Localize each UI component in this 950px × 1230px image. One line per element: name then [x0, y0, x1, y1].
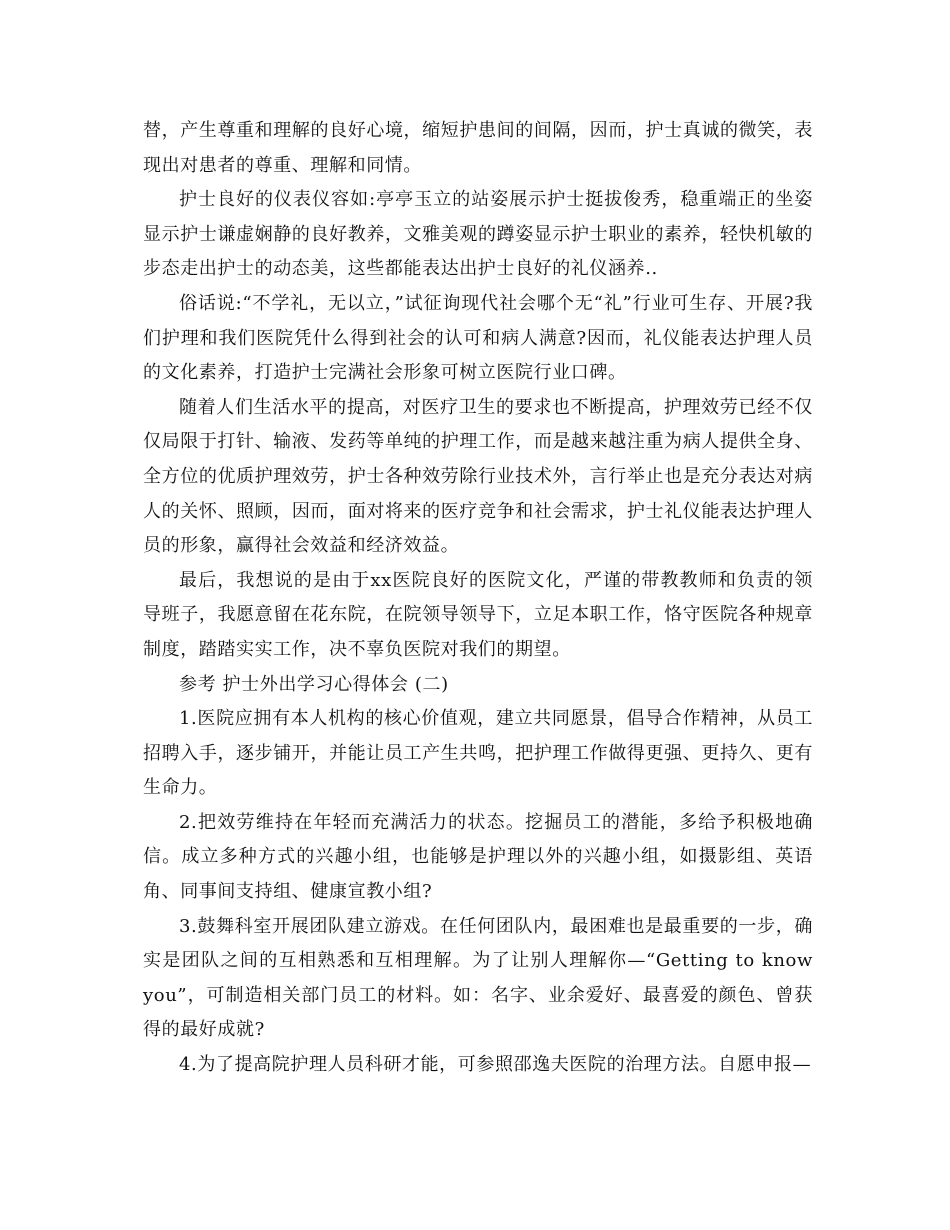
list-item: 1.医院应拥有本人机构的核心价值观，建立共同愿景，倡导合作精神，从员工招聘入手，逐步铺开，并能让员工产生共鸣，把护理工作做得更强、更持久、更有生命力。 — [143, 708, 813, 799]
list-item: 3.鼓舞科室开展团队建立游戏。在任何团队内，最困难也是最重要的一步，确实是团队之间的互相熟悉和互相理解。为了让别人理解你—“Getting to know you”，可制造相关部门员工的材料。如：名字、业余爱好、最喜爱的颜色、曾获得的最好成就? — [143, 915, 813, 1041]
list-item: 2.把效劳维持在年轻而充满活力的状态。挖掘员工的潜能，多给予积极地确信。成立多种方式的兴趣小组，也能够是护理以外的兴趣小组，如摄影组、英语角、同事间支持组、健康宣教小组? — [143, 811, 813, 903]
paragraph: 护士良好的仪表仪容如:亭亭玉立的站姿展示护士挺拔俊秀，稳重端正的坐姿显示护士谦虚娴静的良好教养，文雅美观的蹲姿显示护士职业的素养，轻快机敏的步态走出护士的动态美，这些都能表达出护士良好的礼仪涵养.. — [143, 189, 813, 280]
paragraph: 替，产生尊重和理解的良好心境，缩短护患间的间隔，因而，护士真诚的微笑，表现出对患者的尊重、理解和同情。 — [143, 120, 813, 176]
list-item: 4.为了提高院护理人员科研才能，可参照邵逸夫医院的治理方法。自愿申报— — [179, 1054, 812, 1076]
paragraph: 随着人们生活水平的提高，对医疗卫生的要求也不断提高，护理效劳已经不仅仅局限于打针、输液、发药等单纯的护理工作，而是越来越注重为病人提供全身、全方位的优质护理效劳，护士各种效劳除行业技术外，言行举止也是充分表达对病人的关怀、照顾，因而，面对将来的医疗竞争和社会需求，护士礼仪能表达护理人员的形象，赢得社会效益和经济效益。 — [143, 396, 813, 557]
paragraph: 俗话说:“不学礼，无以立，”试征询现代社会哪个无“礼”行业可生存、开展?我们护理和我们医院凭什么得到社会的认可和病人满意?因而，礼仪能表达护理人员的文化素养，打造护士完满社会形象可树立医院行业口碑。 — [143, 292, 813, 384]
section-heading: 参考 护士外出学习心得体会 (二) — [179, 673, 449, 695]
paragraph: 最后，我想说的是由于xx医院良好的医院文化，严谨的带教教师和负责的领导班子，我愿意留在花东院，在院领导领导下，立足本职工作，恪守医院各种规章制度，踏踏实实工作，决不辜负医院对我们的期望。 — [143, 569, 813, 660]
document-body — [143, 114, 813, 1083]
